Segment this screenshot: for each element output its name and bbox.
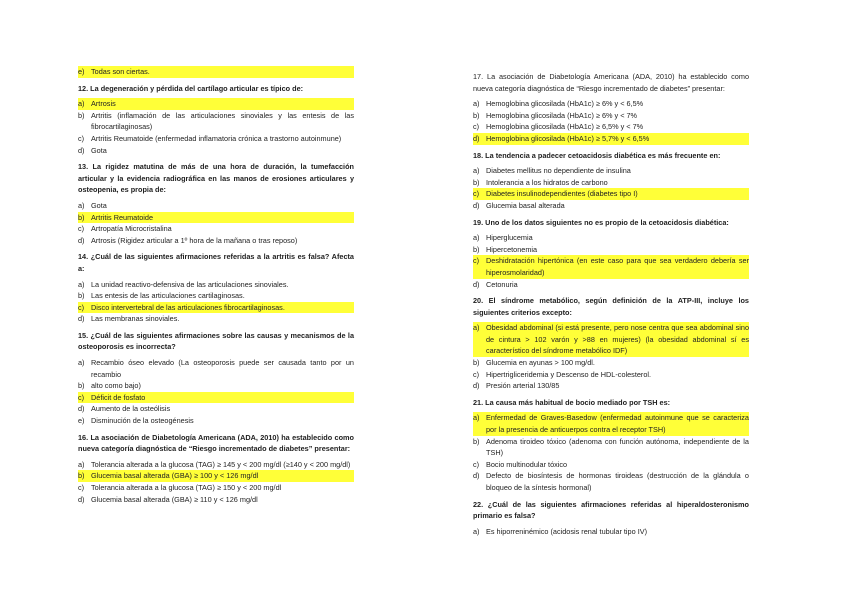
option-text: Enfermedad de Graves-Basedow (enfermedad autoinmune que se caracteriza por la presencia de anticuerpos contra el receptor TSH) bbox=[486, 413, 749, 435]
option-text: Todas son ciertas. bbox=[91, 67, 150, 76]
option-letter: b) bbox=[473, 110, 480, 120]
answer-option bbox=[473, 165, 749, 177]
answer-option bbox=[473, 121, 749, 133]
option-text: Hemoglobina glicosilada (HbA1c) ≥ 6% y < 7% bbox=[486, 110, 638, 120]
option-letter: c) bbox=[473, 256, 480, 266]
option-letter: b) bbox=[78, 291, 85, 301]
option-text: Cetonuria bbox=[486, 279, 518, 289]
answer-option bbox=[78, 212, 354, 224]
option-letter: b) bbox=[473, 177, 480, 187]
option-text: Tolerancia alterada a la glucosa (TAG) ≥ 145 y < 200 mg/dl (≥140 y < 200 mg/dl) bbox=[91, 459, 351, 469]
option-text: Recambio óseo elevado (La osteoporosis puede ser causada tanto por un recambio bbox=[91, 358, 354, 379]
answer-option bbox=[473, 279, 749, 291]
option-text: Artritis Reumatoide (enfermedad inflamatoria crónica a trastorno autoinmune) bbox=[91, 133, 342, 143]
option-letter: c) bbox=[78, 302, 85, 312]
option-letter: c) bbox=[78, 224, 85, 234]
option-letter: c) bbox=[473, 122, 480, 132]
option-letter: a) bbox=[78, 459, 85, 469]
option-letter: b) bbox=[473, 436, 480, 446]
option-text: Glucemia basal alterada (GBA) ≥ 100 y < 126 mg/dl bbox=[91, 471, 259, 481]
answer-option bbox=[78, 98, 354, 110]
option-letter: c) bbox=[473, 369, 480, 379]
option-text: Diabetes insulinodependientes (diabetes tipo I) bbox=[486, 189, 638, 199]
option-text: Artropatía Microcristalina bbox=[91, 224, 172, 234]
answer-option bbox=[78, 357, 354, 380]
answer-option bbox=[78, 223, 354, 235]
question-text: 22. ¿Cuál de las siguientes afirmaciones referidas al hiperaldosteronismo primario es falsa? bbox=[473, 499, 749, 521]
option-text: Gota bbox=[91, 145, 107, 155]
answer-option bbox=[78, 66, 354, 78]
option-text: Bocio multinodular tóxico bbox=[486, 459, 568, 469]
answer-option bbox=[78, 133, 354, 145]
answer-option bbox=[473, 436, 749, 459]
answer-option bbox=[473, 369, 749, 381]
option-letter: d) bbox=[78, 314, 85, 324]
answer-option bbox=[473, 98, 749, 110]
option-text: Diabetes mellitus no dependiente de insulina bbox=[486, 166, 631, 176]
option-text: Hipertrigliceridemia y Descenso de HDL-colesterol. bbox=[486, 369, 652, 379]
option-text: alto como bajo) bbox=[91, 381, 141, 391]
option-letter: a) bbox=[473, 526, 480, 536]
left-column bbox=[78, 66, 354, 505]
option-text: Hipercetonemia bbox=[486, 244, 538, 254]
option-letter: c) bbox=[78, 133, 85, 143]
option-text: Artrosis bbox=[91, 99, 116, 109]
question-text: 12. La degeneración y pérdida del cartílago articular es típico de: bbox=[78, 83, 304, 93]
option-text: Artritis Reumatoide bbox=[91, 212, 154, 222]
answer-option bbox=[78, 482, 354, 494]
answer-option bbox=[473, 322, 749, 357]
option-text: Hemoglobina glicosilada (HbA1c) ≥ 6,5% y < 7% bbox=[486, 122, 644, 132]
option-letter: b) bbox=[78, 212, 85, 222]
answer-option bbox=[78, 235, 354, 247]
answer-option bbox=[473, 459, 749, 471]
question-text: 20. El síndrome metabólico, según definición de la ATP-III, incluye los siguientes criterios excepto: bbox=[473, 296, 749, 317]
answer-option bbox=[78, 145, 354, 157]
option-text: Presión arterial 130/85 bbox=[486, 381, 560, 391]
option-letter: c) bbox=[78, 392, 85, 402]
option-text: Es hiporreninémico (acidosis renal tubular tipo IV) bbox=[486, 526, 648, 536]
answer-option bbox=[473, 255, 749, 278]
answer-option bbox=[78, 290, 354, 302]
option-letter: b) bbox=[473, 244, 480, 254]
answer-option bbox=[473, 244, 749, 256]
option-text: Disco intervertebral de las articulaciones fibrocartilaginosas. bbox=[91, 302, 285, 312]
question-text: 15. ¿Cuál de las siguientes afirmaciones sobre las causas y mecanismos de la osteoporosis es incorrecta? bbox=[78, 330, 354, 352]
option-letter: d) bbox=[473, 471, 480, 481]
answer-option bbox=[473, 470, 749, 493]
option-letter: b) bbox=[78, 110, 85, 120]
answer-option bbox=[473, 232, 749, 244]
question-text: 19. Uno de los datos siguientes no es propio de la cetoacidosis diabética: bbox=[473, 217, 729, 227]
option-text: Déficit de fosfato bbox=[91, 392, 146, 402]
option-letter: a) bbox=[78, 358, 85, 368]
answer-option bbox=[78, 302, 354, 314]
option-letter: a) bbox=[473, 323, 480, 333]
question-text: 14. ¿Cuál de las siguientes afirmaciones referidas a la artritis es falsa? Afecta a: bbox=[78, 252, 354, 273]
option-text: Glucemia en ayunas > 100 mg/dl. bbox=[486, 358, 595, 368]
answer-option bbox=[78, 392, 354, 404]
answer-option bbox=[473, 526, 749, 538]
answer-option bbox=[473, 380, 749, 392]
option-letter: e) bbox=[78, 416, 85, 426]
option-letter: d) bbox=[473, 200, 480, 210]
option-letter: c) bbox=[78, 483, 85, 492]
option-text: Glucemia basal alterada bbox=[486, 200, 565, 210]
option-text: Artrosis (Rigidez articular a 1º hora de la mañana o tras reposo) bbox=[91, 235, 298, 245]
question-text: 16. La asociación de Diabetología Americana (ADA, 2010) ha establecido como nueva categoría diagnóstica de “Riesgo incrementado de diabetes” presentar: bbox=[78, 432, 354, 454]
option-text: Adenoma tiroideo tóxico (adenoma con función autónoma, independiente de la TSH) bbox=[486, 436, 749, 458]
option-letter: a) bbox=[473, 413, 480, 423]
option-letter: d) bbox=[473, 133, 480, 143]
option-text: Las membranas sinoviales. bbox=[91, 314, 180, 324]
option-text: Defecto de biosíntesis de hormonas tiroideas (destrucción de la glándula o bloqueo de la síntesis hormonal) bbox=[486, 471, 749, 492]
answer-option bbox=[473, 188, 749, 200]
option-letter: a) bbox=[78, 279, 85, 289]
answer-option bbox=[78, 279, 354, 291]
option-letter: c) bbox=[473, 459, 480, 469]
option-text: Aumento de la osteólisis bbox=[91, 404, 171, 414]
option-text: Artritis (inflamación de las articulaciones sinoviales y las entesis de las fibrocartilaginosas) bbox=[91, 110, 354, 132]
option-letter: d) bbox=[78, 494, 85, 504]
answer-option bbox=[473, 357, 749, 369]
answer-option bbox=[473, 133, 749, 145]
answer-option bbox=[78, 110, 354, 133]
right-column bbox=[473, 66, 749, 537]
answer-option bbox=[78, 313, 354, 325]
answer-option bbox=[473, 200, 749, 212]
answer-option bbox=[78, 200, 354, 212]
answer-option bbox=[78, 380, 354, 392]
question-text: 21. La causa más habitual de bocio mediado por TSH es: bbox=[473, 397, 671, 407]
question-text: 18. La tendencia a padecer cetoacidosis diabética es más frecuente en: bbox=[473, 150, 721, 160]
answer-option bbox=[78, 459, 354, 471]
option-text: Hemoglobina glicosilada (HbA1c) ≥ 5,7% y < 6,5% bbox=[486, 133, 650, 143]
option-text: La unidad reactivo-defensiva de las articulaciones sinoviales. bbox=[91, 279, 289, 289]
option-text: Gota bbox=[91, 200, 107, 210]
answer-option bbox=[78, 415, 354, 427]
option-letter: b) bbox=[78, 381, 85, 391]
option-text: Hiperglucemia bbox=[486, 233, 533, 243]
option-text: Deshidratación hipertónica (en este caso para que sea verdadero debería ser hiperosmolaridad) bbox=[486, 256, 749, 277]
option-letter: a) bbox=[78, 200, 85, 210]
option-text: Intolerancia a los hidratos de carbono bbox=[486, 177, 608, 187]
option-letter: a) bbox=[473, 233, 480, 243]
option-text: Tolerancia alterada a la glucosa (TAG) ≥ 150 y < 200 mg/dl bbox=[91, 483, 282, 492]
option-letter: d) bbox=[78, 404, 85, 414]
option-text: Disminución de la osteogénesis bbox=[91, 416, 194, 426]
option-letter: d) bbox=[78, 145, 85, 155]
answer-option bbox=[78, 470, 354, 482]
option-letter: a) bbox=[473, 166, 480, 176]
option-letter: b) bbox=[78, 471, 85, 481]
option-text: Glucemia basal alterada (GBA) ≥ 110 y < 126 mg/dl bbox=[91, 494, 258, 504]
option-letter: d) bbox=[473, 381, 480, 391]
option-letter: a) bbox=[473, 99, 480, 109]
option-text: Obesidad abdominal (si está presente, pero nose centra que sea abdominal sino de cintura > 102 varón y >88 en mujeres) (la obesidad abdominal sí es característico del síndrome metabólico IDF) bbox=[486, 323, 749, 356]
option-letter: a) bbox=[78, 99, 85, 109]
option-letter: b) bbox=[473, 358, 480, 368]
option-letter: c) bbox=[473, 189, 480, 199]
option-text: Las entesis de las articulaciones cartilaginosas. bbox=[91, 291, 245, 301]
option-letter: d) bbox=[473, 279, 480, 289]
answer-option bbox=[78, 494, 354, 506]
answer-option bbox=[473, 110, 749, 122]
question-text: 13. La rigidez matutina de más de una hora de duración, la tumefacción articular y la evidencia radiográfica en las manos de erosiones articulares y osteopenia, es propia de: bbox=[78, 162, 354, 195]
answer-option bbox=[473, 177, 749, 189]
answer-option bbox=[78, 403, 354, 415]
option-letter: e) bbox=[78, 67, 85, 76]
answer-option bbox=[473, 412, 749, 435]
question-text: 17. La asociación de Diabetología Americana (ADA, 2010) ha establecido como nueva categoría diagnóstica de “Riesgo incrementado de diabetes” presentar: bbox=[473, 72, 749, 93]
option-letter: d) bbox=[78, 235, 85, 245]
option-text: Hemoglobina glicosilada (HbA1c) ≥ 6% y < 6,5% bbox=[486, 99, 644, 109]
